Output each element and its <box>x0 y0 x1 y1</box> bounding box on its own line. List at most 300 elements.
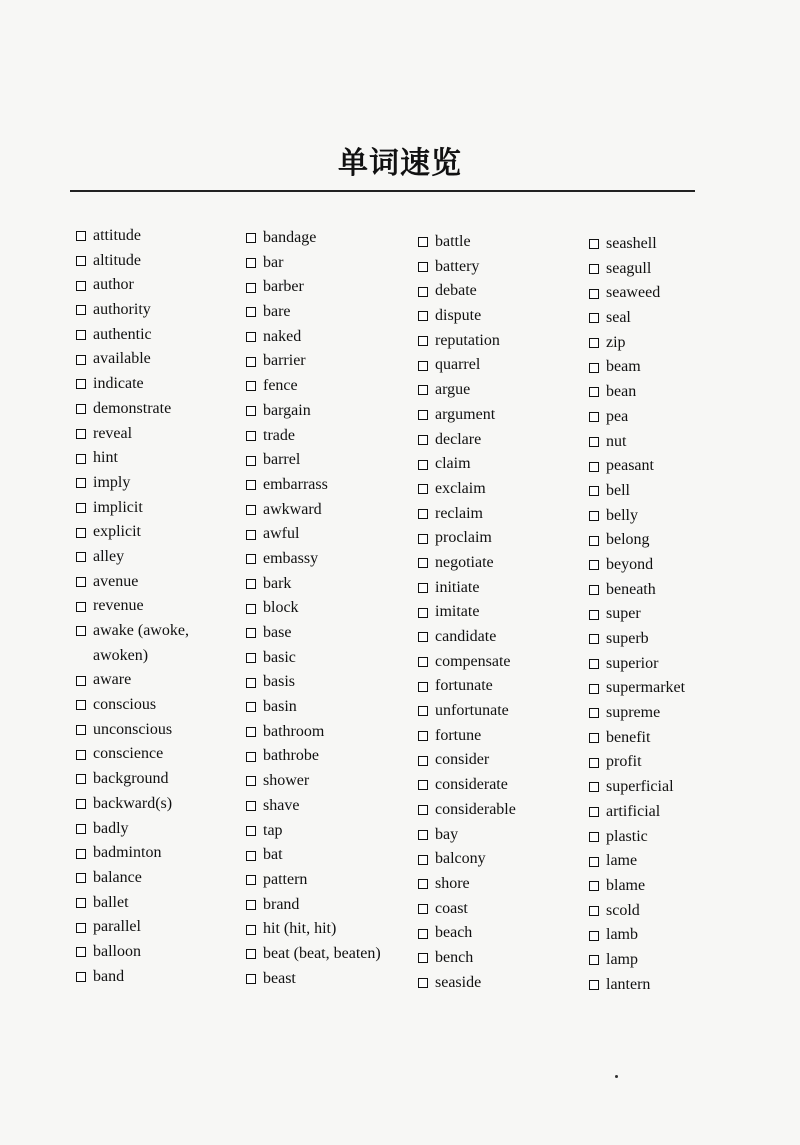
checkbox-icon[interactable] <box>246 826 256 836</box>
checkbox-icon[interactable] <box>76 528 86 538</box>
list-item <box>418 502 588 527</box>
checkbox-icon[interactable] <box>76 404 86 414</box>
checkbox-icon[interactable] <box>246 530 256 540</box>
word-label: explicit <box>93 523 141 541</box>
checkbox-icon[interactable] <box>589 387 599 397</box>
checkbox-icon[interactable] <box>418 682 428 692</box>
list-item <box>589 676 759 701</box>
list-item <box>589 750 759 775</box>
checkbox-icon[interactable] <box>76 725 86 735</box>
checkbox-icon[interactable] <box>589 239 599 249</box>
list-item <box>418 823 588 848</box>
list-item <box>76 224 246 249</box>
word-label: basis <box>263 673 295 691</box>
checkbox-icon[interactable] <box>76 231 86 241</box>
word-label: blame <box>606 876 646 894</box>
checkbox-icon[interactable] <box>246 283 256 293</box>
list-item <box>589 232 759 257</box>
checkbox-icon[interactable] <box>246 431 256 441</box>
word-label: available <box>93 350 151 368</box>
list-item <box>246 744 416 769</box>
checkbox-icon[interactable] <box>418 385 428 395</box>
list-item <box>418 304 588 329</box>
checkbox-icon[interactable] <box>418 435 428 445</box>
checkbox-icon[interactable] <box>418 632 428 642</box>
checkbox-icon[interactable] <box>589 313 599 323</box>
list-item <box>418 748 588 773</box>
list-item <box>418 230 588 255</box>
word-label: trade <box>263 426 295 444</box>
word-label: indicate <box>93 375 144 393</box>
checkbox-icon[interactable] <box>246 628 256 638</box>
word-label: ballet <box>93 893 129 911</box>
word-label: imitate <box>435 603 480 621</box>
checkbox-icon[interactable] <box>589 708 599 718</box>
word-label: reclaim <box>435 504 483 522</box>
word-label: super <box>606 605 641 623</box>
list-item <box>246 325 416 350</box>
checkbox-icon[interactable] <box>418 608 428 618</box>
list-item <box>246 843 416 868</box>
list-item <box>589 973 759 998</box>
word-label: battery <box>435 257 480 275</box>
list-item <box>76 372 246 397</box>
list-item <box>418 625 588 650</box>
list-item <box>589 528 759 553</box>
word-label: bell <box>606 481 630 499</box>
list-item <box>246 547 416 572</box>
list-item <box>76 965 246 990</box>
checkbox-icon[interactable] <box>246 579 256 589</box>
list-item <box>589 306 759 331</box>
checkbox-icon[interactable] <box>589 363 599 373</box>
checkbox-icon[interactable] <box>418 780 428 790</box>
list-item <box>589 825 759 850</box>
checkbox-icon[interactable] <box>418 706 428 716</box>
word-label: bay <box>435 825 459 843</box>
checkbox-icon[interactable] <box>589 585 599 595</box>
word-label: consider <box>435 751 490 769</box>
checkbox-icon[interactable] <box>418 534 428 544</box>
list-item <box>589 257 759 282</box>
list-item <box>246 769 416 794</box>
word-label: superb <box>606 630 649 647</box>
checkbox-icon[interactable] <box>246 381 256 391</box>
checkbox-icon[interactable] <box>418 953 428 963</box>
checkbox-icon[interactable] <box>589 684 599 694</box>
checkbox-icon[interactable] <box>76 849 86 859</box>
checkbox-icon[interactable] <box>589 634 599 644</box>
checkbox-icon[interactable] <box>589 733 599 743</box>
word-label: demonstrate <box>93 399 172 417</box>
checkbox-icon[interactable] <box>246 357 256 367</box>
checkbox-icon[interactable] <box>246 604 256 614</box>
word-label: unfortunate <box>435 702 509 720</box>
checkbox-icon[interactable] <box>76 355 86 365</box>
checkbox-icon[interactable] <box>246 480 256 490</box>
list-item <box>76 742 246 767</box>
list-item <box>246 349 416 374</box>
word-label: fence <box>263 377 298 395</box>
word-label: seaweed <box>606 284 661 302</box>
checkbox-icon[interactable] <box>246 678 256 688</box>
checkbox-icon[interactable] <box>589 264 599 274</box>
word-label: bar <box>263 253 284 271</box>
checkbox-icon[interactable] <box>589 758 599 768</box>
checkbox-icon[interactable] <box>76 799 86 809</box>
list-item <box>418 255 588 280</box>
checkbox-icon[interactable] <box>76 330 86 340</box>
word-label: fortunate <box>435 677 493 695</box>
checkbox-icon[interactable] <box>76 478 86 488</box>
checkbox-icon[interactable] <box>589 412 599 422</box>
list-item <box>589 874 759 899</box>
checkbox-icon[interactable] <box>418 410 428 420</box>
word-label: supermarket <box>606 679 686 697</box>
list-item <box>418 452 588 477</box>
checkbox-icon[interactable] <box>418 904 428 914</box>
list-item <box>76 940 246 965</box>
list-item <box>246 819 416 844</box>
word-label: bathrobe <box>263 747 319 765</box>
checkbox-icon[interactable] <box>418 361 428 371</box>
stray-mark <box>615 1075 618 1078</box>
checkbox-icon[interactable] <box>76 503 86 513</box>
word-label: attitude <box>93 227 141 244</box>
checkbox-icon[interactable] <box>418 805 428 815</box>
word-label: profit <box>606 753 642 771</box>
word-label: badly <box>93 819 129 837</box>
list-item <box>76 866 246 891</box>
title-divider <box>70 190 695 192</box>
list-item <box>246 275 416 300</box>
list-item <box>589 380 759 405</box>
list-item <box>246 448 416 473</box>
checkbox-icon[interactable] <box>589 931 599 941</box>
list-item <box>76 718 246 743</box>
checkbox-icon[interactable] <box>76 379 86 389</box>
checkbox-icon[interactable] <box>76 281 86 291</box>
word-label: candidate <box>435 628 497 645</box>
word-column-4 <box>589 232 759 997</box>
list-item <box>76 891 246 916</box>
list-item <box>589 899 759 924</box>
list-item <box>418 600 588 625</box>
checkbox-icon[interactable] <box>418 336 428 346</box>
list-item <box>76 397 246 422</box>
list-item <box>246 942 416 967</box>
checkbox-icon[interactable] <box>76 923 86 933</box>
list-item <box>246 621 416 646</box>
list-item <box>76 915 246 940</box>
list-item <box>589 701 759 726</box>
word-label: lantern <box>606 975 651 993</box>
checkbox-icon[interactable] <box>418 756 428 766</box>
word-label: alley <box>93 547 125 565</box>
checkbox-icon[interactable] <box>418 978 428 988</box>
word-column-1 <box>76 224 246 989</box>
checkbox-icon[interactable] <box>418 855 428 865</box>
word-label: plastic <box>606 827 648 845</box>
list-item <box>246 967 416 992</box>
list-item <box>418 921 588 946</box>
word-label: considerable <box>435 800 516 818</box>
word-label: balloon <box>93 942 141 960</box>
checkbox-icon[interactable] <box>76 750 86 760</box>
word-label: backward(s) <box>93 794 173 812</box>
checkbox-icon[interactable] <box>418 509 428 519</box>
list-item <box>418 576 588 601</box>
word-label: claim <box>435 455 471 473</box>
list-item <box>76 323 246 348</box>
checkbox-icon[interactable] <box>418 731 428 741</box>
word-label: lame <box>606 852 638 870</box>
word-label: compensate <box>435 652 511 670</box>
list-item <box>589 775 759 800</box>
checkbox-icon[interactable] <box>76 602 86 612</box>
checkbox-icon[interactable] <box>246 554 256 564</box>
list-item <box>76 570 246 595</box>
word-label: seashell <box>606 235 657 252</box>
word-label: embarrass <box>263 475 328 493</box>
word-label: scold <box>606 901 640 919</box>
checkbox-icon[interactable] <box>246 776 256 786</box>
word-label: lamp <box>606 950 638 968</box>
word-label: fortune <box>435 726 482 744</box>
checkbox-icon[interactable] <box>76 873 86 883</box>
checkbox-icon[interactable] <box>418 657 428 667</box>
word-label: authentic <box>93 325 152 343</box>
list-item <box>246 300 416 325</box>
checkbox-icon[interactable] <box>418 311 428 321</box>
checkbox-icon[interactable] <box>589 610 599 620</box>
word-label: pattern <box>263 870 308 888</box>
checkbox-icon[interactable] <box>418 262 428 272</box>
word-label: awful <box>263 525 300 543</box>
word-label: reputation <box>435 331 500 349</box>
word-label: author <box>93 276 134 294</box>
list-item <box>76 520 246 545</box>
checkbox-icon[interactable] <box>76 305 86 315</box>
list-item <box>589 726 759 751</box>
word-label: background <box>93 770 169 788</box>
list-item <box>418 477 588 502</box>
list-item <box>76 792 246 817</box>
word-label: authority <box>93 301 151 319</box>
checkbox-icon[interactable] <box>246 727 256 737</box>
checkbox-icon[interactable] <box>589 437 599 447</box>
word-label: seal <box>606 309 631 327</box>
word-label: bargain <box>263 401 311 419</box>
checkbox-icon[interactable] <box>246 505 256 515</box>
checkbox-icon[interactable] <box>589 511 599 521</box>
word-label: hit (hit, hit) <box>263 920 337 938</box>
word-label: superficial <box>606 778 674 796</box>
checkbox-icon[interactable] <box>589 289 599 299</box>
word-label: shower <box>263 772 310 790</box>
checkbox-icon[interactable] <box>76 454 86 464</box>
checkbox-icon[interactable] <box>589 536 599 546</box>
word-label: avenue <box>93 572 139 590</box>
checkbox-icon[interactable] <box>246 307 256 317</box>
checkbox-icon[interactable] <box>246 851 256 861</box>
list-item <box>246 498 416 523</box>
checkbox-icon[interactable] <box>418 558 428 568</box>
word-label: battle <box>435 233 471 250</box>
checkbox-icon[interactable] <box>246 233 256 243</box>
list-item <box>589 578 759 603</box>
checkbox-icon[interactable] <box>418 830 428 840</box>
checkbox-icon[interactable] <box>246 653 256 663</box>
word-label: shore <box>435 874 470 892</box>
list-item <box>76 619 246 644</box>
checkbox-icon[interactable] <box>246 406 256 416</box>
word-label: seaside <box>435 973 482 991</box>
list-item <box>418 428 588 453</box>
list-item <box>246 917 416 942</box>
checkbox-icon[interactable] <box>76 774 86 784</box>
word-label: badminton <box>93 844 162 862</box>
list-item <box>418 872 588 897</box>
checkbox-icon[interactable] <box>589 486 599 496</box>
checkbox-icon[interactable] <box>246 332 256 342</box>
checkbox-icon[interactable] <box>589 807 599 817</box>
word-label: embassy <box>263 549 319 567</box>
checkbox-icon[interactable] <box>589 906 599 916</box>
word-label: considerate <box>435 776 508 794</box>
word-label: bandage <box>263 229 317 246</box>
checkbox-icon[interactable] <box>418 879 428 889</box>
list-item <box>246 522 416 547</box>
word-label: quarrel <box>435 356 481 374</box>
list-item <box>589 948 759 973</box>
checkbox-icon[interactable] <box>589 782 599 792</box>
list-item <box>418 971 588 996</box>
list-item <box>418 773 588 798</box>
word-label: barber <box>263 278 304 296</box>
word-label: debate <box>435 282 477 300</box>
word-label: beam <box>606 358 641 376</box>
list-item <box>589 405 759 430</box>
checkbox-icon[interactable] <box>589 560 599 570</box>
list-item <box>589 504 759 529</box>
checkbox-icon[interactable] <box>76 824 86 834</box>
word-label: nut <box>606 432 627 450</box>
word-label: exclaim <box>435 479 486 497</box>
checkbox-icon[interactable] <box>418 237 428 247</box>
list-item <box>76 817 246 842</box>
list-item <box>589 849 759 874</box>
word-label: bare <box>263 303 291 321</box>
checkbox-icon[interactable] <box>76 256 86 266</box>
checkbox-icon[interactable] <box>246 925 256 935</box>
word-label: bathroom <box>263 722 325 740</box>
word-label: altitude <box>93 251 141 269</box>
word-label: beach <box>435 924 473 942</box>
list-item <box>589 430 759 455</box>
list-item <box>246 794 416 819</box>
checkbox-icon[interactable] <box>589 980 599 990</box>
checkbox-icon[interactable] <box>246 456 256 466</box>
checkbox-icon[interactable] <box>589 832 599 842</box>
word-label: implicit <box>93 498 143 516</box>
word-column-2 <box>246 226 416 991</box>
checkbox-icon[interactable] <box>246 974 256 984</box>
list-item <box>76 249 246 274</box>
list-item <box>589 281 759 306</box>
word-label: bat <box>263 846 283 864</box>
word-label: tap <box>263 821 283 839</box>
word-label: bench <box>435 948 474 966</box>
checkbox-icon[interactable] <box>246 752 256 762</box>
list-item <box>76 446 246 471</box>
checkbox-icon[interactable] <box>76 947 86 957</box>
word-label: barrier <box>263 352 306 370</box>
checkbox-icon[interactable] <box>589 955 599 965</box>
word-label: superior <box>606 654 659 672</box>
list-item <box>589 652 759 677</box>
word-label: band <box>93 967 125 985</box>
checkbox-icon[interactable] <box>246 875 256 885</box>
word-label: beast <box>263 969 296 987</box>
checkbox-icon[interactable] <box>418 287 428 297</box>
checkbox-icon[interactable] <box>246 702 256 712</box>
checkbox-icon[interactable] <box>76 700 86 710</box>
checkbox-icon[interactable] <box>418 929 428 939</box>
checkbox-icon[interactable] <box>246 900 256 910</box>
list-item <box>76 273 246 298</box>
checkbox-icon[interactable] <box>589 338 599 348</box>
list-item <box>246 670 416 695</box>
list-item <box>589 331 759 356</box>
checkbox-icon[interactable] <box>76 429 86 439</box>
checkbox-icon[interactable] <box>76 552 86 562</box>
list-item <box>589 479 759 504</box>
word-label: beyond <box>606 555 654 573</box>
list-item <box>246 424 416 449</box>
list-item <box>246 572 416 597</box>
checkbox-icon[interactable] <box>418 460 428 470</box>
list-item <box>246 868 416 893</box>
checkbox-icon[interactable] <box>76 898 86 908</box>
list-item <box>76 298 246 323</box>
list-item <box>589 454 759 479</box>
list-item <box>246 893 416 918</box>
checkbox-icon[interactable] <box>589 857 599 867</box>
list-item <box>418 403 588 428</box>
list-item <box>246 374 416 399</box>
list-item <box>589 627 759 652</box>
list-item <box>589 602 759 627</box>
checkbox-icon[interactable] <box>589 659 599 669</box>
checkbox-icon[interactable] <box>76 626 86 636</box>
list-item <box>76 496 246 521</box>
word-label: bean <box>606 383 637 401</box>
checkbox-icon[interactable] <box>418 583 428 593</box>
checkbox-icon[interactable] <box>246 949 256 959</box>
checkbox-icon[interactable] <box>76 676 86 686</box>
checkbox-icon[interactable] <box>418 484 428 494</box>
checkbox-icon[interactable] <box>246 258 256 268</box>
checkbox-icon[interactable] <box>589 462 599 472</box>
checkbox-icon[interactable] <box>246 801 256 811</box>
checkbox-icon[interactable] <box>589 881 599 891</box>
word-label: brand <box>263 895 300 913</box>
word-label: awake (awoke, <box>93 622 189 639</box>
word-label: supreme <box>606 704 661 722</box>
checkbox-icon[interactable] <box>76 577 86 587</box>
checkbox-icon[interactable] <box>76 972 86 982</box>
